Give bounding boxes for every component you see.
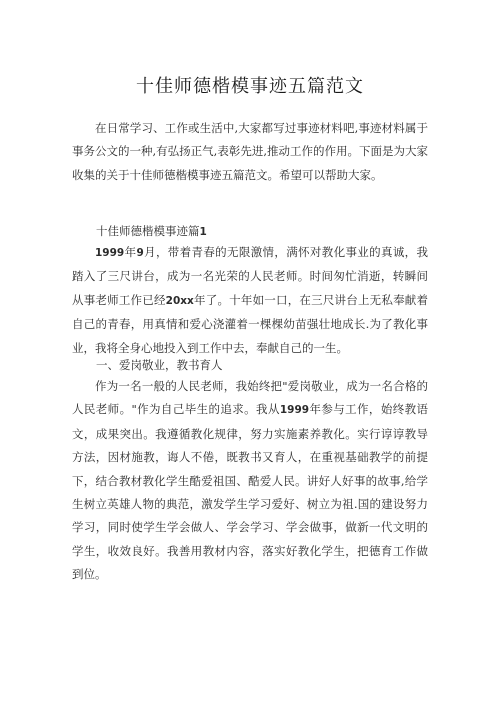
text-segment: 年 [124,245,137,259]
text-segment: 年参与工作，始终教语文，成果突出。我遵循教化规律，努力实施素养教化。实行谆谆教导方法，因材施教，诲人不倦，既教书又育人，在重视基础教学的前提下，结合教材教化学生酷爱祖国、酷爱人民。讲好人好事的故事,给学生树立英雄人物的典范，激发学生学习爱好、树立为祖.国的建设努力学习，同时使学生学会做人、学会学习、学会做事，做新一代文明的学生，收效良好。我善用教材内容，落实好教化学生，把德育工作做到位。 [72,402,428,582]
month-9: 9 [136,247,144,259]
year-20xx: 20xx [165,294,194,307]
year-1999: 1999 [95,247,125,259]
document-title: 十佳师德楷模事迹五篇范文 [136,76,364,97]
subheading-1: 一、爱岗敬业，教书育人 [96,358,223,372]
section-heading [96,223,207,239]
year-1999: 1999 [279,404,310,417]
section-heading-text: 十佳师德楷模事迹篇 [96,224,200,238]
section-paragraph-1 [72,241,428,360]
section-paragraph-2 [72,375,428,587]
text-segment: 月，带着青春的无限激情，满怀对教化事业的真诚，我踏入了三尺讲台，成为一名光荣的人民老师。时间匆忙消逝，转瞬间从事老师工作已经 [72,245,429,307]
section-heading-number: 1 [199,226,207,238]
text-segment: 作为一名一般的人民老师，我始终把"爱岗敬业，成为一名合格的人民老师。"作为自己毕生的追求。我从 [72,379,428,417]
text-segment: 年了。十年如一口，在三尺讲台上无私奉献着自己的青春，用真情和爱心浇灌着一棵棵幼苗强壮地成长.为了教化事业，我将全身心地投入到工作中去，奉献自己的一生。 [72,292,429,355]
intro-paragraph: 在日常学习、工作或生活中,大家都写过事迹材料吧,事迹材料属于事务公文的一种,有弘扬正气,表彰先进,推动工作的作用。下面是为大家收集的关于十佳师德楷模事迹五篇范文。希望可以帮助大家。 [72,121,428,182]
